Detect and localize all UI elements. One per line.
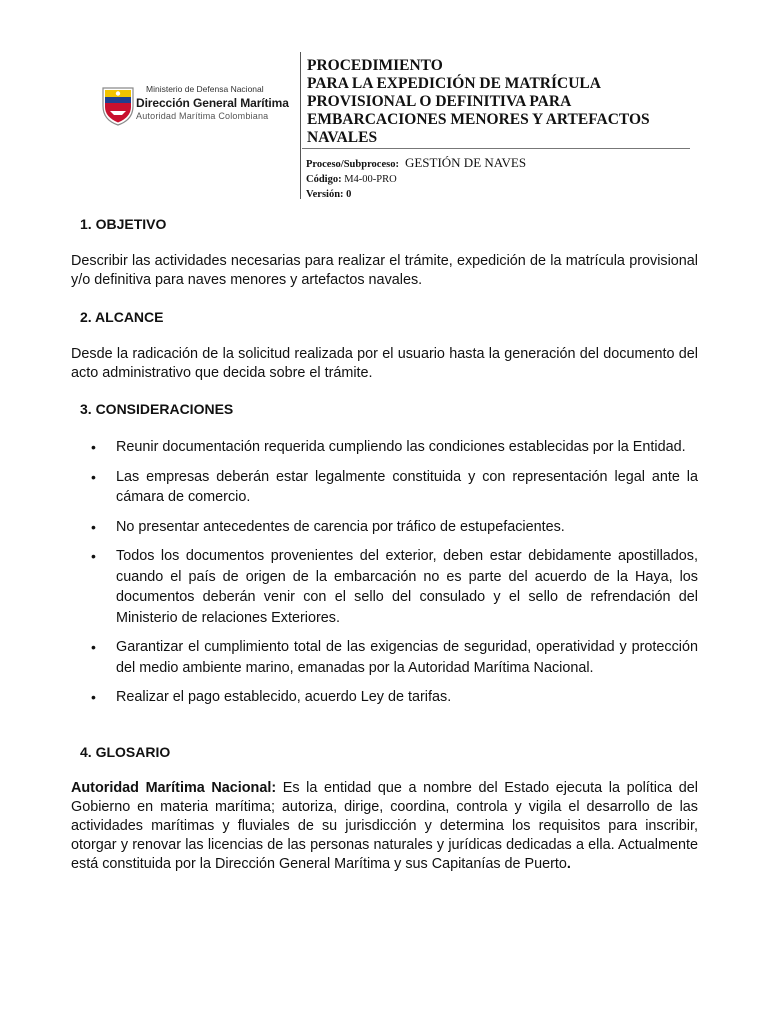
- list-item-text: Las empresas deberán estar legalmente constituida y con representación legal ante la cámara de comercio.: [116, 468, 698, 505]
- section-title-consideraciones: 3. CONSIDERACIONES: [80, 401, 234, 417]
- list-item: [71, 637, 698, 678]
- version-row: [306, 187, 526, 202]
- glossary-entry: [71, 779, 698, 874]
- objetivo-text: Describir las actividades necesarias para realizar el trámite, expedición de la matrícula provisional y/o definitiva para naves menores y artefactos navales.: [71, 253, 698, 288]
- process-value: GESTIÓN DE NAVES: [404, 155, 527, 170]
- document-metadata: [306, 155, 526, 202]
- list-item: [71, 437, 698, 458]
- header-vertical-divider: [300, 52, 301, 199]
- bullet-icon: •: [91, 518, 96, 535]
- code-label: Código:: [306, 174, 342, 185]
- header-horizontal-divider: [302, 148, 690, 149]
- title-line: PROCEDIMIENTO: [307, 57, 443, 74]
- process-label: Proceso/Subproceso:: [306, 159, 399, 170]
- glossary-end-mark: .: [566, 855, 571, 872]
- process-row: [306, 155, 526, 172]
- dimar-emblem-icon: [100, 84, 136, 126]
- list-item: [71, 467, 698, 508]
- logo-direction-text: Dirección General Marítima: [136, 96, 289, 110]
- title-line: NAVALES: [307, 129, 378, 146]
- dimar-logo: [100, 80, 290, 130]
- logo-authority-text: Autoridad Marítima Colombiana: [136, 111, 269, 121]
- considerations-list: [71, 437, 698, 708]
- bullet-icon: •: [91, 468, 96, 485]
- title-line: PROVISIONAL O DEFINITIVA PARA: [307, 93, 572, 110]
- version-label: Versión:: [306, 189, 344, 200]
- bullet-icon: •: [91, 439, 96, 455]
- list-item-text: No presentar antecedentes de carencia por tráfico de estupefacientes.: [116, 518, 565, 535]
- bullet-icon: •: [91, 639, 96, 655]
- list-item-text: Garantizar el cumplimiento total de las exigencias de seguridad, operatividad y protección del medio ambiente marino, emanadas por la Autoridad Marítima Nacional.: [116, 639, 698, 676]
- section-title-objetivo: 1. OBJETIVO: [80, 216, 167, 232]
- code-row: [306, 172, 526, 187]
- logo-ministry-text: Ministerio de Defensa Nacional: [146, 84, 264, 94]
- list-item-text: Reunir documentación requerida cumpliendo las condiciones establecidas por la Entidad.: [116, 439, 686, 455]
- glossary-term: Autoridad Marítima Nacional:: [71, 779, 277, 796]
- title-line: PARA LA EXPEDICIÓN DE MATRÍCULA: [307, 75, 601, 92]
- bullet-icon: •: [91, 689, 96, 705]
- list-item: [71, 546, 698, 628]
- bullet-icon: •: [91, 548, 96, 564]
- section-title-alcance: 2. ALCANCE: [80, 309, 164, 325]
- procedure-title: [307, 57, 687, 147]
- document-body: [71, 214, 698, 874]
- glossary-definition: Es la entidad que a nombre del Estado ejecuta la política del Gobierno en materia marítima; autoriza, dirige, coordina, controla y vigila el desarrollo de las actividades marítimas y fluviales de su jurisdicción y determina los requisitos para inscribir, otorgar y renovar las licencias de las personas naturales y jurídicas dedicadas a ella. Actualmente está constituida por la Dirección General Marítima y sus Capitanías de Puerto: [71, 779, 698, 872]
- list-item-text: Todos los documentos provenientes del exterior, deben estar debidamente apostillados, cuando el país de origen de la embarcación no es parte del acuerdo de la Haya, los documentos deberán venir con el sello del consulado y el sello de refrendación del Ministerio de relaciones Exteriores.: [116, 548, 698, 626]
- code-value: M4-00-PRO: [344, 174, 397, 185]
- title-line: EMBARCACIONES MENORES Y ARTEFACTOS: [307, 111, 650, 128]
- list-item: [71, 517, 698, 538]
- document-header: [0, 0, 768, 200]
- alcance-text: Desde la radicación de la solicitud realizada por el usuario hasta la generación del documento del acto administrativo que decida sobre el trámite.: [71, 346, 698, 381]
- section-title-glosario: 4. GLOSARIO: [80, 743, 171, 760]
- version-value: 0: [346, 189, 352, 200]
- list-item-text: Realizar el pago establecido, acuerdo Ley de tarifas.: [116, 689, 452, 705]
- list-item: [71, 687, 698, 708]
